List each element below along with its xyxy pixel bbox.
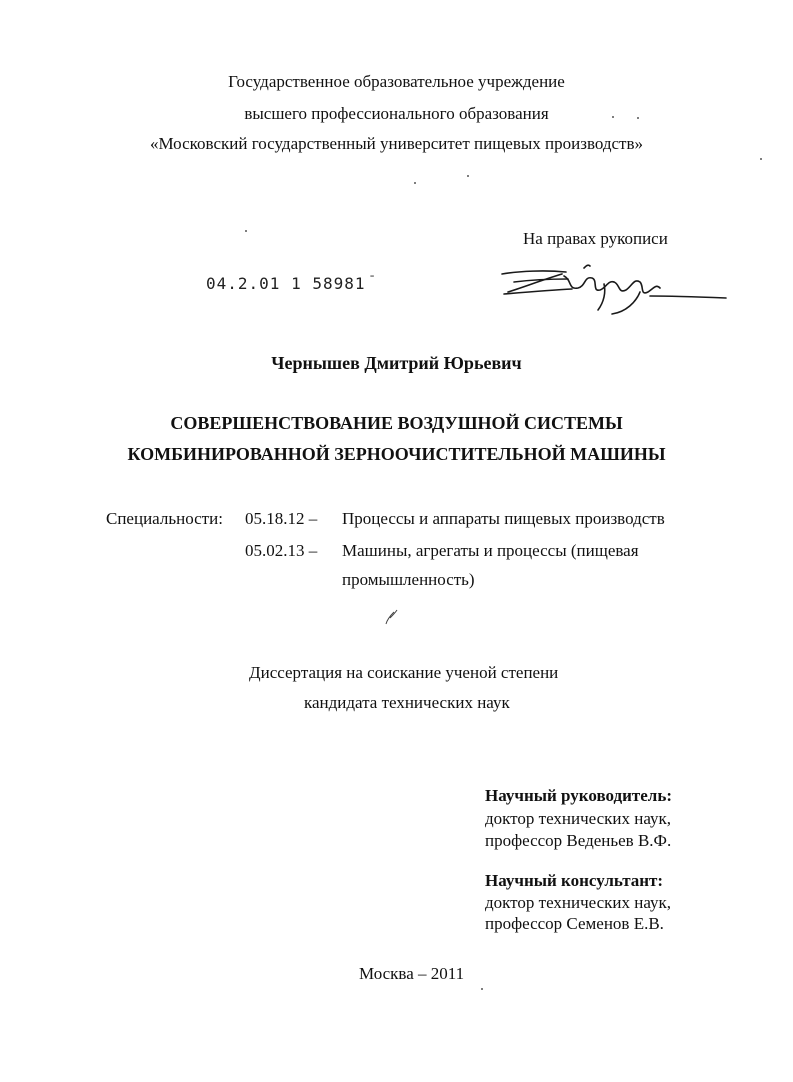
thesis-title-line-2: КОМБИНИРОВАННОЙ ЗЕРНООЧИСТИТЕЛЬНОЙ МАШИНЫ [127,444,666,464]
pencil-mark-icon [384,608,400,626]
scan-speck [637,117,639,119]
consultant-degree: доктор технических наук, [485,893,672,912]
scan-speck [760,158,762,160]
degree-line-1: Диссертация на соискание ученой степени [249,663,559,682]
handwritten-signature-icon [500,262,730,318]
city-year: Москва – 2011 [359,964,465,983]
supervisor-degree: доктор технических наук, [485,809,672,828]
consultant-label: Научный консультант: [485,871,664,890]
scan-speck [245,230,247,232]
registration-number: 04.2.01 1 58981 ¯ [206,274,377,293]
degree-line-2: кандидата технических наук [304,693,510,712]
institution-line-3: «Московский государственный университет пищевых производств» [149,134,644,153]
specialties-label: Специальности: [106,509,223,528]
manuscript-note: На правах рукописи [523,229,668,248]
specialty-name: Машины, агрегаты и процессы (пищевая [342,541,639,560]
consultant-name: профессор Семенов Е.В. [485,914,664,933]
institution-line-2: высшего профессионального образования [244,104,549,123]
specialty-code: 05.02.13 – [245,541,318,560]
thesis-title-line-1: СОВЕРШЕНСТВОВАНИЕ ВОЗДУШНОЙ СИСТЕМЫ [170,413,623,433]
specialty-name-continuation: промышленность) [342,570,475,589]
scan-speck [414,182,416,184]
scan-speck [612,116,614,118]
institution-line-1: Государственное образовательное учреждение [228,72,565,91]
supervisor-label: Научный руководитель: [485,786,672,805]
specialty-name: Процессы и аппараты пищевых производств [342,509,665,528]
scan-speck [481,988,483,990]
author-name: Чернышев Дмитрий Юрьевич [271,353,522,373]
scan-speck [467,175,469,177]
supervisor-name: профессор Веденьев В.Ф. [485,831,672,850]
specialty-code: 05.18.12 – [245,509,318,528]
